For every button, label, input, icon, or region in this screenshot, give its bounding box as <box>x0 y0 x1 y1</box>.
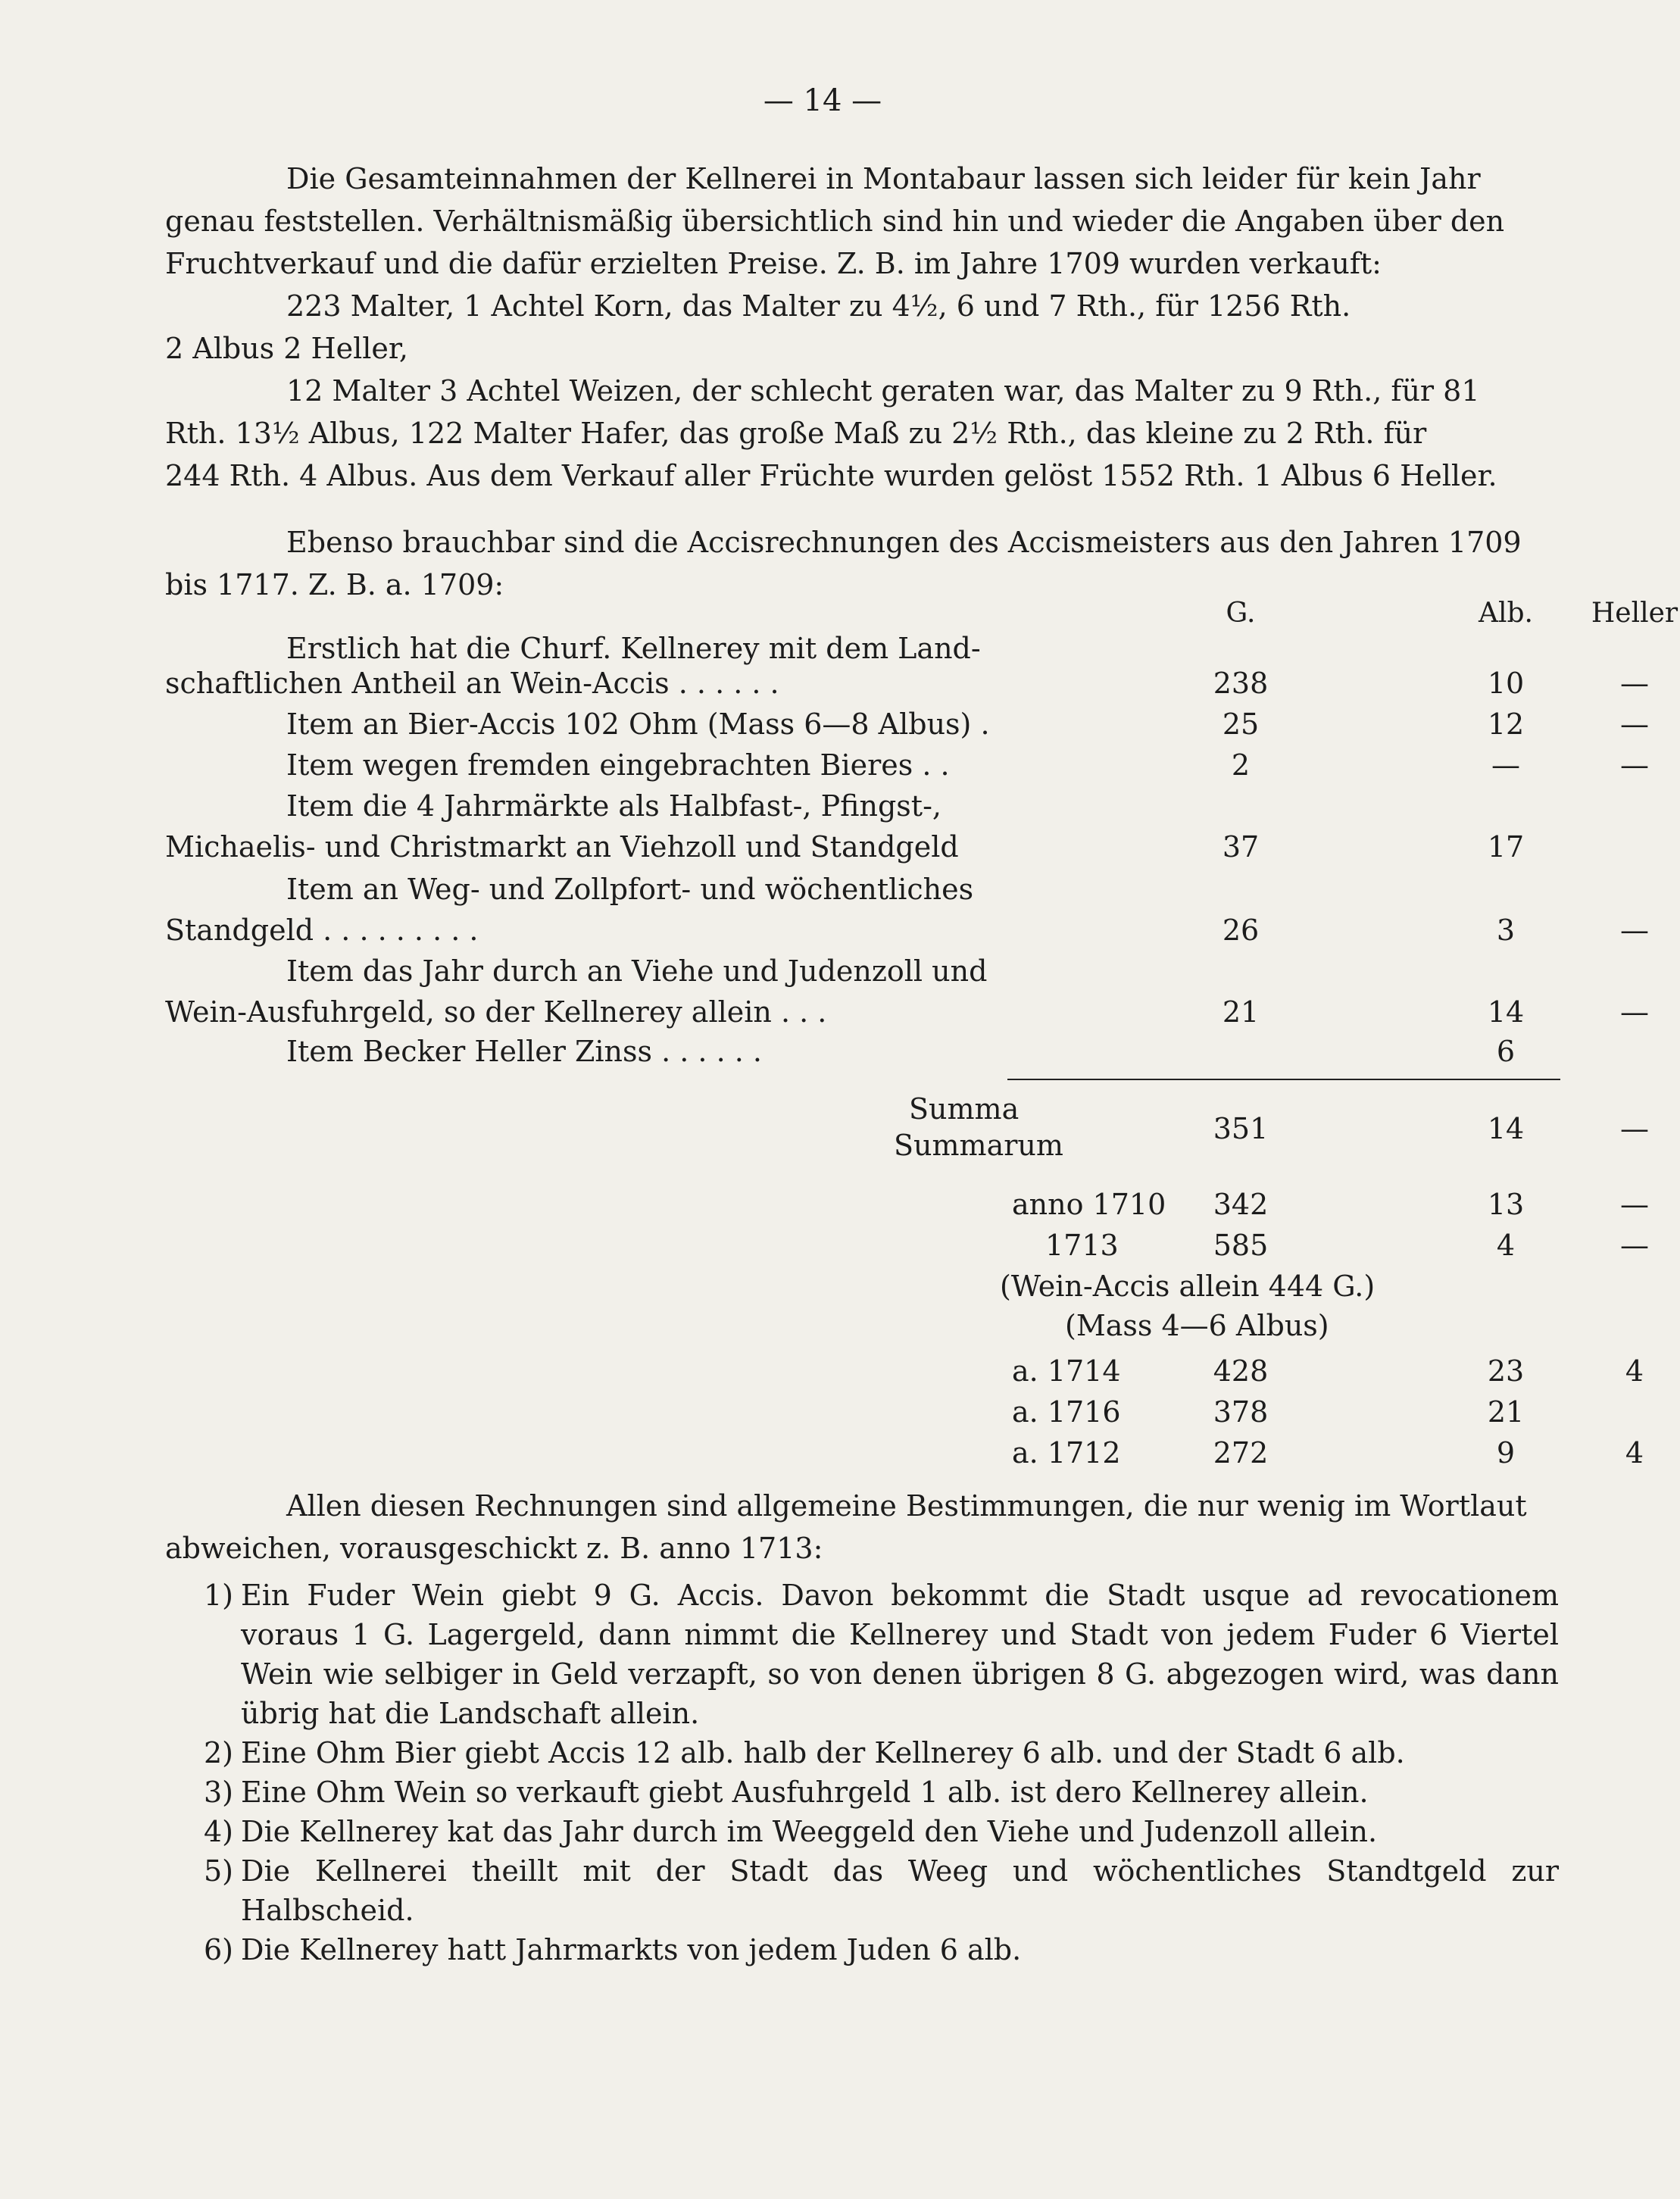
item-text: Die Kellnerey kat das Jahr durch im Weeggeld den Viehe und Judenzoll allein. <box>241 1815 1378 1848</box>
item-number: 1) <box>203 1579 233 1612</box>
header-alb: Alb. <box>1479 598 1533 629</box>
year-row <box>165 1391 1559 1433</box>
cell-alb: 4 <box>1496 1229 1516 1262</box>
cell-heller: — <box>1620 995 1649 1029</box>
row-label: schaftlichen Antheil an Wein-Accis . . . . . . <box>165 667 779 700</box>
header-g: G. <box>1226 598 1256 629</box>
year-label: anno 1710 <box>1012 1188 1166 1221</box>
cell-heller: — <box>1620 1112 1649 1145</box>
item-number: 6) <box>203 1933 233 1966</box>
item-text: Eine Ohm Wein so verkauft giebt Ausfuhrgeld 1 alb. ist dero Kellnerey allein. <box>241 1776 1369 1809</box>
row-label: Wein-Ausfuhrgeld, so der Kellnerey allein . . . <box>165 995 827 1029</box>
item-number: 2) <box>203 1736 233 1770</box>
cell-alb: 13 <box>1487 1188 1525 1221</box>
table-row <box>165 1030 1559 1073</box>
row-label: Item die 4 Jahrmärkte als Halbfast-, Pfingst-, <box>286 789 941 823</box>
row-label: Erstlich hat die Churf. Kellnerey mit dem Land- <box>286 632 981 665</box>
cell-heller: — <box>1620 1188 1649 1221</box>
row-label: Item an Weg- und Zollpfort- und wöchentliches <box>286 873 974 906</box>
item-number: 4) <box>203 1815 233 1848</box>
cell-alb: 3 <box>1496 914 1516 947</box>
cell-g: 342 <box>1213 1188 1269 1221</box>
cell-g: 37 <box>1222 830 1260 864</box>
cell-alb: 12 <box>1487 707 1525 741</box>
list-item <box>165 1733 1559 1773</box>
cell-alb: 6 <box>1496 1035 1516 1068</box>
intro-paragraph <box>165 158 1559 497</box>
table-row <box>165 662 1649 704</box>
cell-heller: 4 <box>1625 1354 1644 1388</box>
text-line: Rth. 13½ Albus, 122 Malter Hafer, das große Maß zu 2½ Rth., das kleine zu 2 Rth. für <box>165 417 1427 450</box>
summarum-label: Summarum <box>894 1129 1063 1162</box>
table-row <box>165 703 1649 745</box>
summa-label: Summa <box>909 1092 1020 1126</box>
wein-accis-note: (Wein-Accis allein 444 G.) <box>1000 1270 1376 1303</box>
table-row <box>165 950 1559 992</box>
row-label: Item das Jahr durch an Viehe und Judenzoll und <box>286 954 988 988</box>
text-line: bis 1717. Z. B. a. 1709: <box>165 568 504 601</box>
item-number: 3) <box>203 1776 233 1809</box>
year-row <box>165 1350 1644 1392</box>
item-text: Ein Fuder Wein giebt 9 G. Accis. Davon bekommt die Stadt usque ad revocationem voraus 1 G. Lagergeld, dann nimmt die Kellnerey und Stadt von jedem Fuder 6 Viertel Wein wie selbiger in Geld verzapft, so von denen übrigen 8 G. abgezogen wird, was dann übrig hat die Landschaft allein. <box>241 1579 1559 1730</box>
text-line: Allen diesen Rechnungen sind allgemeine Bestimmungen, die nur wenig im Wortlaut <box>286 1489 1527 1523</box>
cell-heller: 4 <box>1625 1436 1644 1470</box>
row-label: Michaelis- und Christmarkt an Viehzoll und Standgeld <box>165 830 959 864</box>
item-number: 5) <box>203 1854 233 1888</box>
summa-row <box>165 1107 1649 1150</box>
cell-alb: — <box>1491 748 1520 782</box>
text-line: 223 Malter, 1 Achtel Korn, das Malter zu 4½, 6 und 7 Rth., für 1256 Rth. <box>286 289 1351 323</box>
row-label: Item Becker Heller Zinss . . . . . . <box>286 1035 762 1068</box>
cell-g: 428 <box>1213 1354 1269 1388</box>
list-item <box>165 1576 1559 1733</box>
list-item <box>165 1930 1559 1969</box>
item-text: Eine Ohm Bier giebt Accis 12 alb. halb der Kellnerey 6 alb. und der Stadt 6 alb. <box>241 1736 1405 1770</box>
page-number: — 14 — <box>763 83 882 118</box>
cell-g: 21 <box>1222 995 1260 1029</box>
cell-heller: — <box>1620 1229 1649 1262</box>
year-label: 1713 <box>1045 1229 1119 1262</box>
cell-alb: 21 <box>1487 1395 1525 1429</box>
cell-heller: — <box>1620 667 1649 700</box>
table-row <box>165 826 1559 868</box>
year-row <box>165 1183 1649 1226</box>
text-line: Fruchtverkauf und die dafür erzielten Preise. Z. B. im Jahre 1709 wurden verkauft: <box>165 247 1382 280</box>
table-row <box>165 909 1649 951</box>
cell-alb: 17 <box>1487 830 1525 864</box>
item-text: Die Kellnerey hatt Jahrmarkts von jedem Juden 6 alb. <box>241 1933 1022 1966</box>
cell-alb: 9 <box>1496 1436 1516 1470</box>
cell-g: 25 <box>1222 707 1260 741</box>
cell-g: 238 <box>1213 667 1269 700</box>
cell-heller: — <box>1620 707 1649 741</box>
year-label: a. 1716 <box>1012 1395 1121 1429</box>
cell-g: 378 <box>1213 1395 1269 1429</box>
cell-alb: 14 <box>1487 995 1525 1029</box>
sum-rule <box>1007 1079 1560 1080</box>
table-row <box>165 744 1649 786</box>
text-line: 244 Rth. 4 Albus. Aus dem Verkauf aller Früchte wurden gelöst 1552 Rth. 1 Albus 6 Heller. <box>165 459 1497 492</box>
cell-alb: 10 <box>1487 667 1525 700</box>
outro-paragraph <box>165 1485 1559 1570</box>
list-item <box>165 1812 1559 1851</box>
table-row <box>165 785 1559 827</box>
list-item <box>165 1851 1559 1930</box>
item-text: Die Kellnerei theillt mit der Stadt das Weeg und wöchentliches Standtgeld zur Halbscheid. <box>241 1854 1559 1927</box>
row-label: Standgeld . . . . . . . . . <box>165 914 479 947</box>
text-line: genau feststellen. Verhältnismäßig übersichtlich sind hin und wieder die Angaben über den <box>165 205 1505 238</box>
row-label: Item wegen fremden eingebrachten Bieres . . <box>286 748 950 782</box>
table-row <box>165 991 1649 1033</box>
table-row <box>165 868 1559 911</box>
text-line: Ebenso brauchbar sind die Accisrechnungen des Accismeisters aus den Jahren 1709 <box>286 526 1522 559</box>
year-label: a. 1714 <box>1012 1354 1121 1388</box>
cell-alb: 14 <box>1487 1112 1525 1145</box>
list-item <box>165 1773 1559 1812</box>
year-row <box>165 1432 1644 1474</box>
year-label: a. 1712 <box>1012 1436 1121 1470</box>
header-heller: Heller <box>1591 598 1678 629</box>
cell-g: 2 <box>1231 748 1251 782</box>
cell-heller: — <box>1620 914 1649 947</box>
cell-alb: 23 <box>1487 1354 1525 1388</box>
rules-list <box>165 1576 1559 1969</box>
cell-heller: — <box>1620 748 1649 782</box>
mass-note: (Mass 4—6 Albus) <box>1065 1309 1329 1342</box>
text-line: abweichen, vorausgeschickt z. B. anno 1713: <box>165 1532 823 1565</box>
text-line: Die Gesamteinnahmen der Kellnerei in Montabaur lassen sich leider für kein Jahr <box>286 162 1481 195</box>
cell-g: 351 <box>1213 1112 1269 1145</box>
cell-g: 272 <box>1213 1436 1269 1470</box>
cell-g: 26 <box>1222 914 1260 947</box>
year-row <box>165 1224 1649 1267</box>
cell-g: 585 <box>1213 1229 1269 1262</box>
text-line: 2 Albus 2 Heller, <box>165 332 408 365</box>
text-line: 12 Malter 3 Achtel Weizen, der schlecht geraten war, das Malter zu 9 Rth., für 81 <box>286 374 1480 408</box>
row-label: Item an Bier-Accis 102 Ohm (Mass 6—8 Albus) . <box>286 707 990 741</box>
